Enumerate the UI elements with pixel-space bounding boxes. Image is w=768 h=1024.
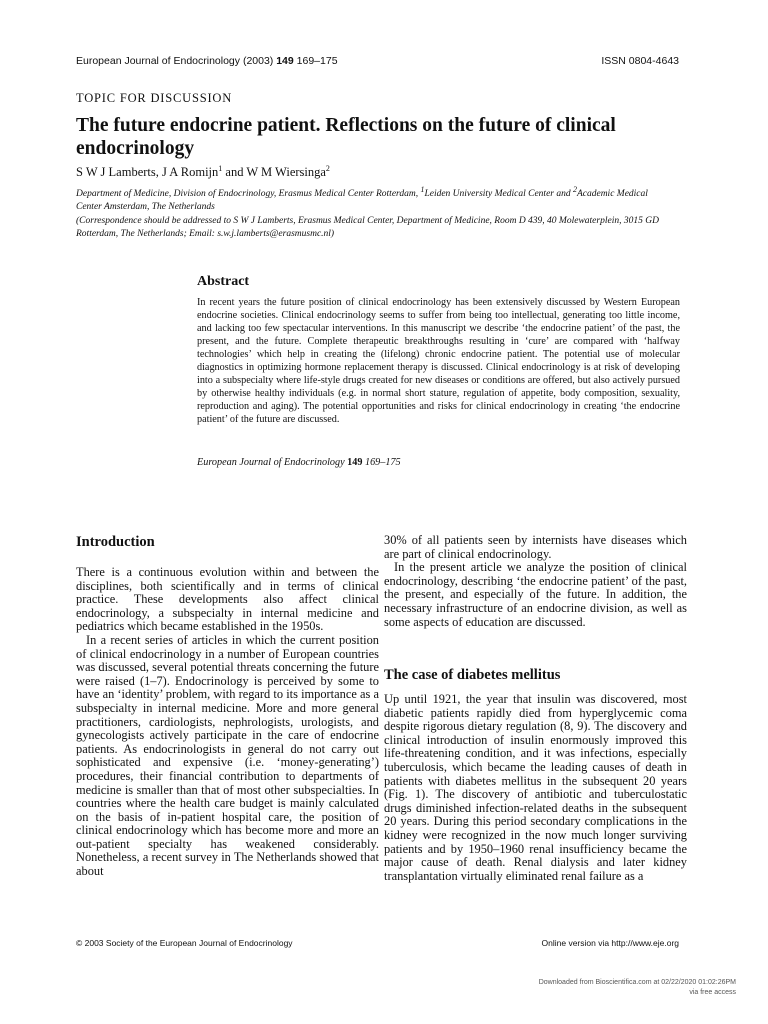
intro-paragraph-3: 30% of all patients seen by internists have diseases which are part of clinical endocrinology. bbox=[384, 533, 687, 561]
abstract-heading: Abstract bbox=[197, 274, 250, 289]
abstract-citation: European Journal of Endocrinology 149 169–175 bbox=[197, 457, 401, 468]
download-stamp: Downloaded from Bioscientifica.com at 02/22/2020 01:02:26PM via free access bbox=[538, 979, 736, 996]
issn: ISSN 0804-4643 bbox=[601, 55, 679, 67]
copyright: © 2003 Society of the European Journal of Endocrinology bbox=[76, 938, 293, 948]
intro-paragraph-4: In the present article we analyze the position of clinical endocrinology, describing ‘the endocrine patient’ of the past, the present, and especially of the future. In addition, the necessary infrastructure of an endocrine division, as well as some aspects of education are discussed. bbox=[384, 560, 687, 629]
diabetes-column bbox=[384, 693, 687, 883]
author-list: S W J Lamberts, J A Romijn$^1$ and W M Wiersinga$^2$ bbox=[76, 164, 330, 180]
page-footer bbox=[76, 938, 679, 948]
introduction-heading: Introduction bbox=[76, 534, 155, 550]
abstract-text: In recent years the future position of clinical endocrinology has been extensively discussed by Western European endocrine societies. Clinical endocrinology seems to suffer from being too intellectual, generating too little income, and lacking too few spectacular interventions. In this manuscript we describe ‘the endocrine patient’ of the past, the present, and the future. Complete therapeutic breakthroughs resulting in ‘cure’ are compared with ‘halfway technologies’ which help in creating the (lifelong) chronic endocrine patient. The potential use of molecular diagnostics in optimizing hormone replacement therapy is discussed. Clinical endocrinology is at risk of developing into a subspecialty where life-style drugs created for new diseases or conditions are offered, but also actively pursued by otherwise healthy individuals (e.g. in normal short stature, regulation of appetite, body composition, sexuality, reproduction and aging). The potential opportunities and risks for clinical endocrinology in creating ‘the endocrine patient’ of the future are discussed. bbox=[197, 297, 680, 425]
article-title: The future endocrine patient. Reflections on the future of clinical endocrinology bbox=[76, 115, 616, 159]
diabetes-paragraph-1: Up until 1921, the year that insulin was discovered, most diabetic patients rapidly died from hyperglycemic coma despite rigorous dietary regulation (8, 9). The discovery and clinical introduction of insulin enormously improved this life-threatening condition, and it was infections, especially tuberculosis, which became the leading causes of death in patients with diabetes mellitus in the subsequent 20 years (Fig. 1). The discovery of antibiotic and tuberculostatic drugs diminished infection-related deaths in the subsequent 20 years. During this period secondary complications in the kidney were recognized in the now much longer surviving patients and by 1950–1960 renal insufficiency became the major cause of death. Renal dialysis and later kidney transplantation virtually eliminated renal failure as a bbox=[384, 692, 687, 883]
affiliations: Department of Medicine, Division of Endocrinology, Erasmus Medical Center Rotterdam, $^1$Leiden University Medical Center and $^2$Academic Medical Center Amsterdam, The Netherlands bbox=[76, 185, 648, 213]
correspondence: (Correspondence should be addressed to S W J Lamberts, Erasmus Medical Center, Department of Medicine, Room D 439, 40 Molewaterplein, 3015 GD Rotterdam, The Netherlands; Email: s.w.j.lamberts@erasmusmc.nl) bbox=[76, 216, 659, 239]
topic-label: TOPIC FOR DISCUSSION bbox=[76, 91, 233, 105]
online-version-link[interactable]: Online version via http://www.eje.org bbox=[541, 938, 679, 948]
intro-paragraph-2: In a recent series of articles in which the current position of clinical endocrinology in a number of European countries was discussed, several potential threats concerning the future were raised (1–7). Endocrinology is perceived by some to have an ‘identity’ problem, with regard to its importance as a subspecialty in internal medicine. More and more general practitioners, cardiologists, nephrologists, urologists, and gynecologists actively participate in the care of endocrine patients. As endocrinologists in general do not carry out sophisticated and expensive (i.e. ‘money-generating’) procedures, their financial contribution to departments of medicine is smaller than that of most other subspecialties. In countries where the health care budget is mainly calculated on the basis of in-patient hospital care, the position of clinical endocrinology which has become more and more an out-patient specialty has weakened considerably. Nonetheless, a recent survey in The Netherlands showed that about bbox=[76, 632, 379, 879]
diabetes-heading: The case of diabetes mellitus bbox=[384, 667, 561, 683]
journal-reference: European Journal of Endocrinology (2003) 149 169–175 bbox=[76, 55, 338, 67]
intro-paragraph-1: There is a continuous evolution within and between the disciplines, both scientifically and in terms of clinical practice. These developments also affect clinical endocrinology, a subspecialty in internal medicine and pediatrics which became established in the 1950s. bbox=[76, 565, 379, 634]
left-column bbox=[76, 566, 379, 879]
right-column bbox=[384, 534, 687, 629]
running-header bbox=[76, 55, 679, 67]
